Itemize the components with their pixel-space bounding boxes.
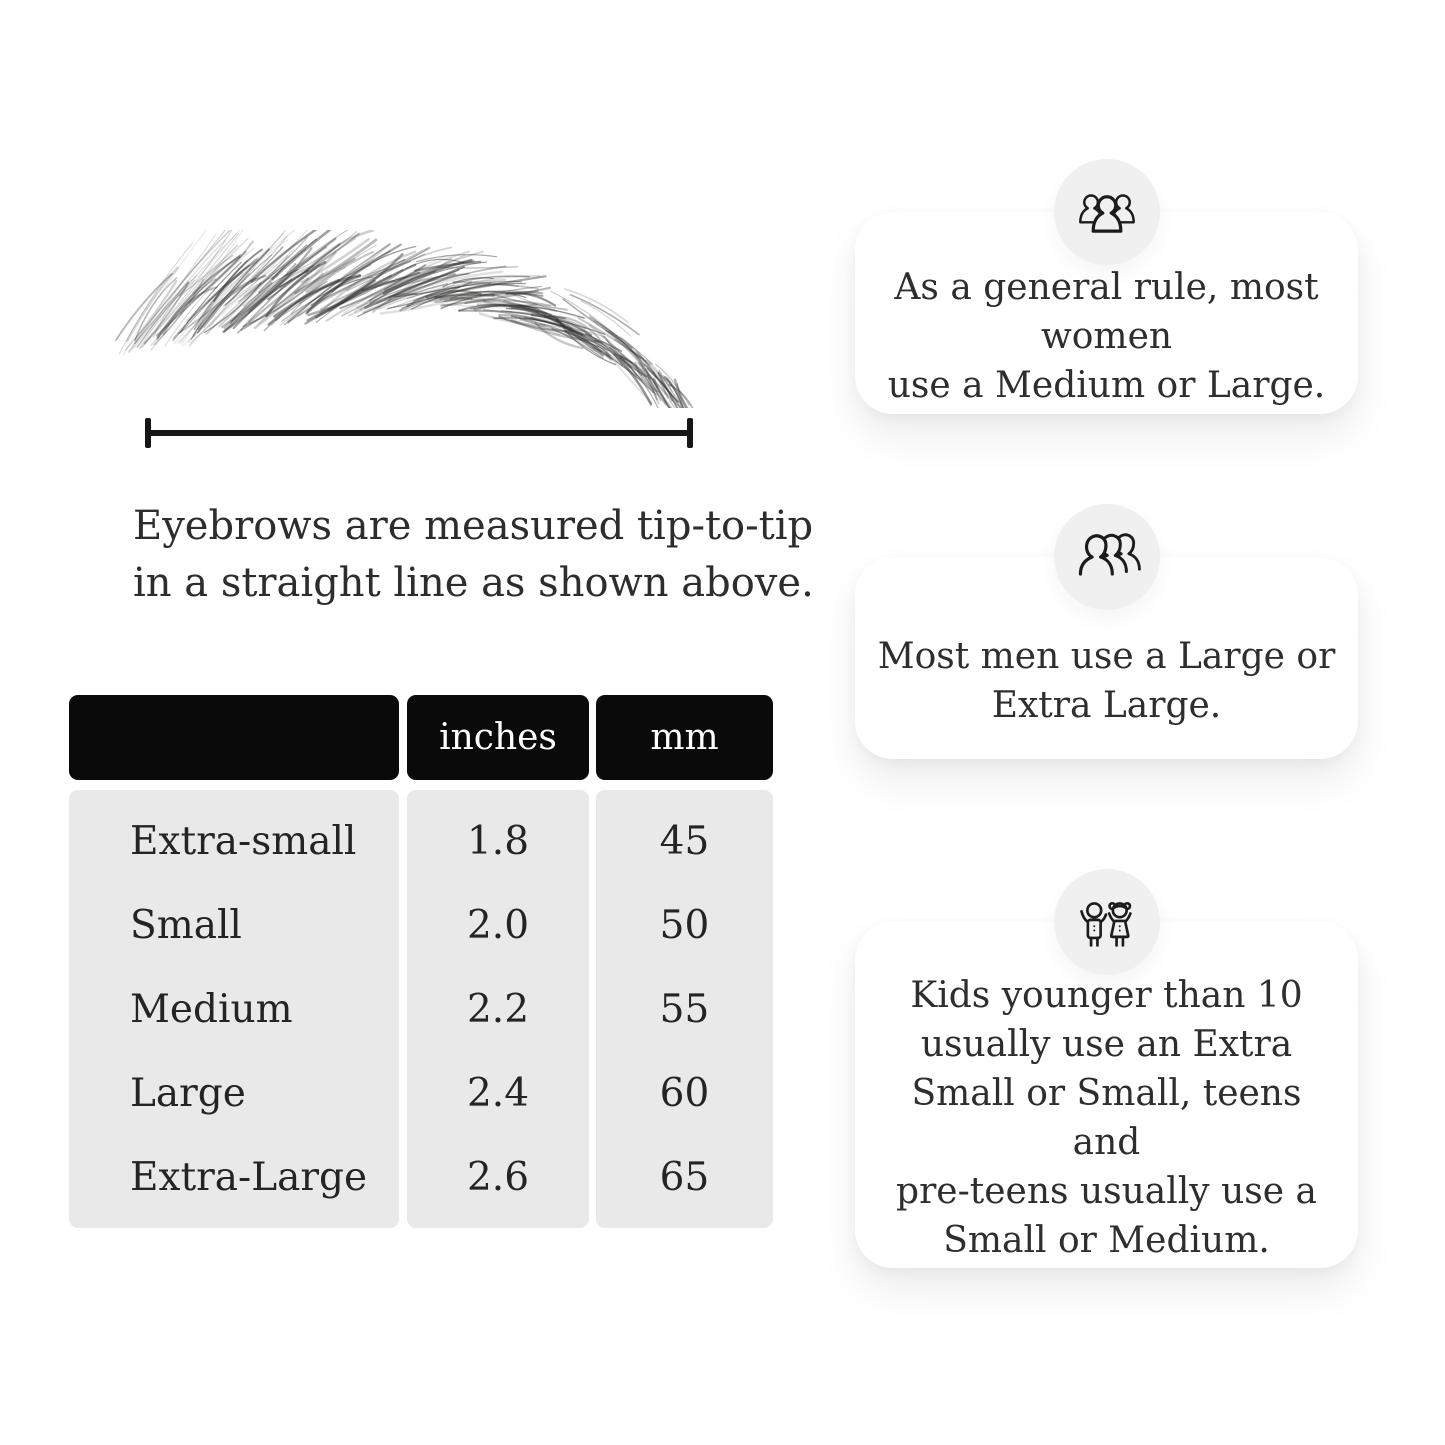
table-cell-size-label: Medium	[130, 986, 293, 1032]
card-icon-circle	[1054, 159, 1160, 265]
card-text-line: Kids younger than 10	[910, 975, 1303, 1016]
table-cell-size-label: Large	[130, 1070, 246, 1116]
children-icon	[1073, 888, 1141, 956]
card-text-line: use a Medium or Large.	[887, 364, 1326, 406]
card-icon-circle	[1054, 504, 1160, 610]
table-column-inches	[407, 790, 589, 1228]
table-cell-mm: 65	[659, 1154, 710, 1200]
info-card-men	[855, 557, 1358, 759]
table-cell-size-label: Small	[130, 902, 242, 948]
card-text-line: Extra Large.	[991, 685, 1222, 726]
card-icon-circle	[1054, 869, 1160, 975]
card-text-line: Most men use a Large or	[877, 636, 1336, 677]
card-text	[873, 975, 1340, 1261]
table-cell-mm: 45	[659, 818, 710, 864]
table-cell-inches: 1.8	[466, 818, 530, 864]
table-column-size-labels	[69, 790, 399, 1228]
table-cell-inches: 2.2	[466, 986, 530, 1032]
measurement-line	[145, 418, 693, 448]
table-cell-inches: 2.0	[466, 902, 530, 948]
table-header-mm: mm	[596, 695, 773, 780]
table-header-inches: inches	[407, 695, 589, 780]
table-cell-inches: 2.6	[466, 1154, 530, 1200]
caption-line: Eyebrows are measured tip-to-tip	[133, 503, 814, 549]
info-card-women	[855, 212, 1358, 414]
men-group-icon	[1073, 523, 1141, 591]
card-text	[873, 266, 1340, 406]
table-cell-mm: 55	[659, 986, 710, 1032]
table-cell-mm: 50	[659, 902, 710, 948]
table-cell-inches: 2.4	[466, 1070, 530, 1116]
table-cell-size-label: Extra-Large	[130, 1154, 368, 1200]
table-cell-mm: 60	[659, 1070, 710, 1116]
women-group-icon	[1073, 178, 1141, 246]
measurement-line-bar	[145, 430, 693, 436]
table-column-mm	[596, 790, 773, 1228]
table-cell-size-label: Extra-small	[130, 818, 357, 864]
eyebrow-illustration	[105, 230, 705, 408]
card-text-line: Small or Medium.	[943, 1220, 1270, 1261]
card-text-line: As a general rule, most women	[894, 266, 1319, 357]
info-card-kids	[855, 922, 1358, 1268]
card-text	[873, 617, 1340, 745]
card-text-line: Small or Small, teens and	[911, 1073, 1302, 1163]
caption-line: in a straight line as shown above.	[133, 560, 814, 606]
card-text-line: pre-teens usually use a	[896, 1171, 1317, 1212]
card-text-line: usually use an Extra	[920, 1024, 1293, 1065]
table-header-blank	[69, 695, 399, 780]
measurement-line-right-tick	[687, 418, 693, 448]
measurement-caption	[133, 498, 814, 612]
